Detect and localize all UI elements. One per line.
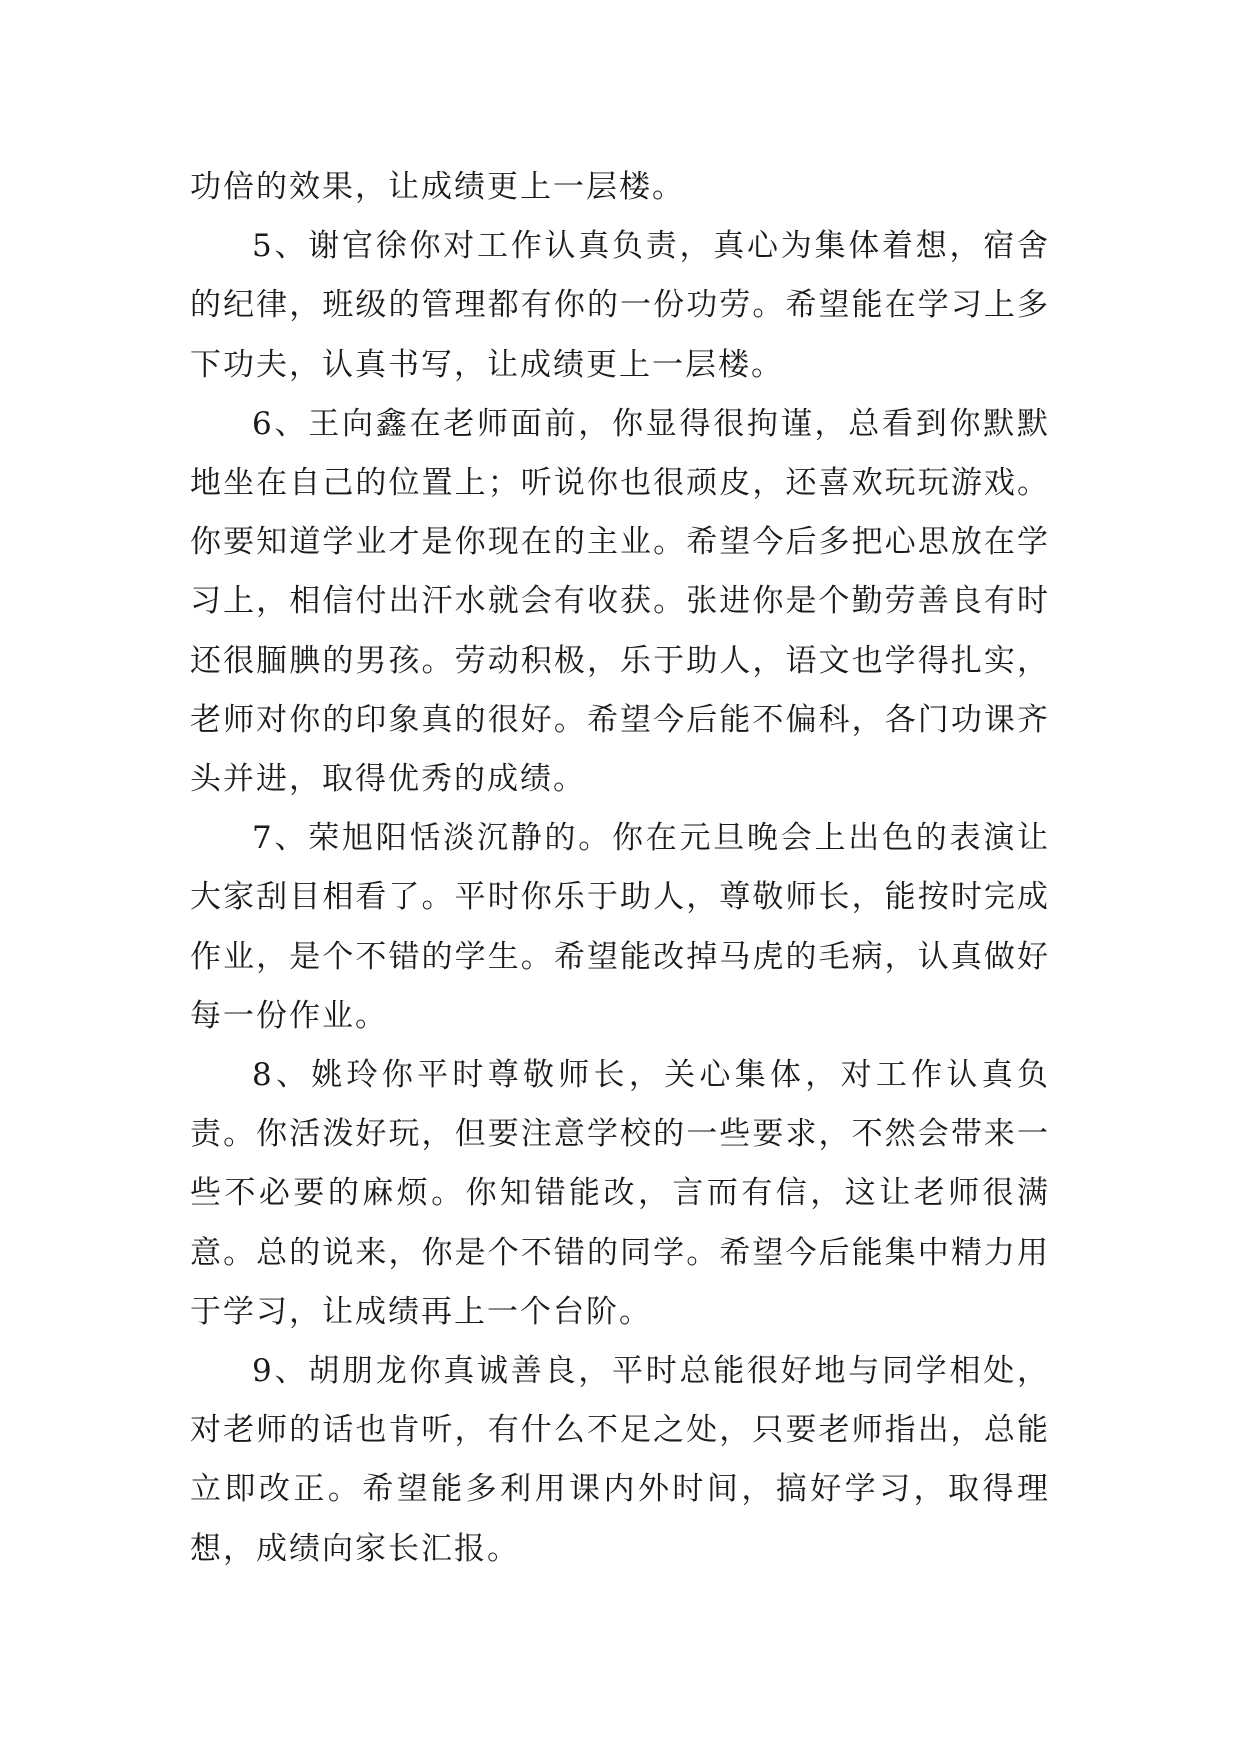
paragraph-continuation: 功倍的效果，让成绩更上一层楼。 (190, 169, 685, 205)
paragraph-comment-7: 7、荣旭阳恬淡沉静的。你在元旦晚会上出色的表演让大家刮目相看了。平时你乐于助人，尊敬师长，能按时完成作业，是个不错的学生。希望能改掉马虎的毛病，认真做好每一份作业。 (190, 820, 1050, 1034)
paragraph-comment-6: 6、王向鑫在老师面前，你显得很拘谨，总看到你默默地坐在自己的位置上；听说你也很顽皮，还喜欢玩玩游戏。你要知道学业才是你现在的主业。希望今后多把心思放在学习上，相信付出汗水就会有收获。张进你是个勤劳善良有时还很腼腆的男孩。劳动积极，乐于助人，语文也学得扎实，老师对你的印象真的很好。希望今后能不偏科，各门功课齐头并进，取得优秀的成绩。 (190, 405, 1050, 798)
paragraph-comment-9: 9、胡朋龙你真诚善良，平时总能很好地与同学相处，对老师的话也肯听，有什么不足之处，只要老师指出，总能立即改正。希望能多利用课内外时间，搞好学习，取得理想，成绩向家长汇报。 (190, 1353, 1050, 1567)
document-body (190, 158, 1050, 1579)
paragraph-comment-5: 5、谢官徐你对工作认真负责，真心为集体着想，宿舍的纪律，班级的管理都有你的一份功劳。希望能在学习上多下功夫，认真书写，让成绩更上一层楼。 (190, 228, 1050, 383)
paragraph-comment-8: 8、姚玲你平时尊敬师长，关心集体，对工作认真负责。你活泼好玩，但要注意学校的一些要求，不然会带来一些不必要的麻烦。你知错能改，言而有信，这让老师很满意。总的说来，你是个不错的同学。希望今后能集中精力用于学习，让成绩再上一个台阶。 (190, 1057, 1050, 1330)
